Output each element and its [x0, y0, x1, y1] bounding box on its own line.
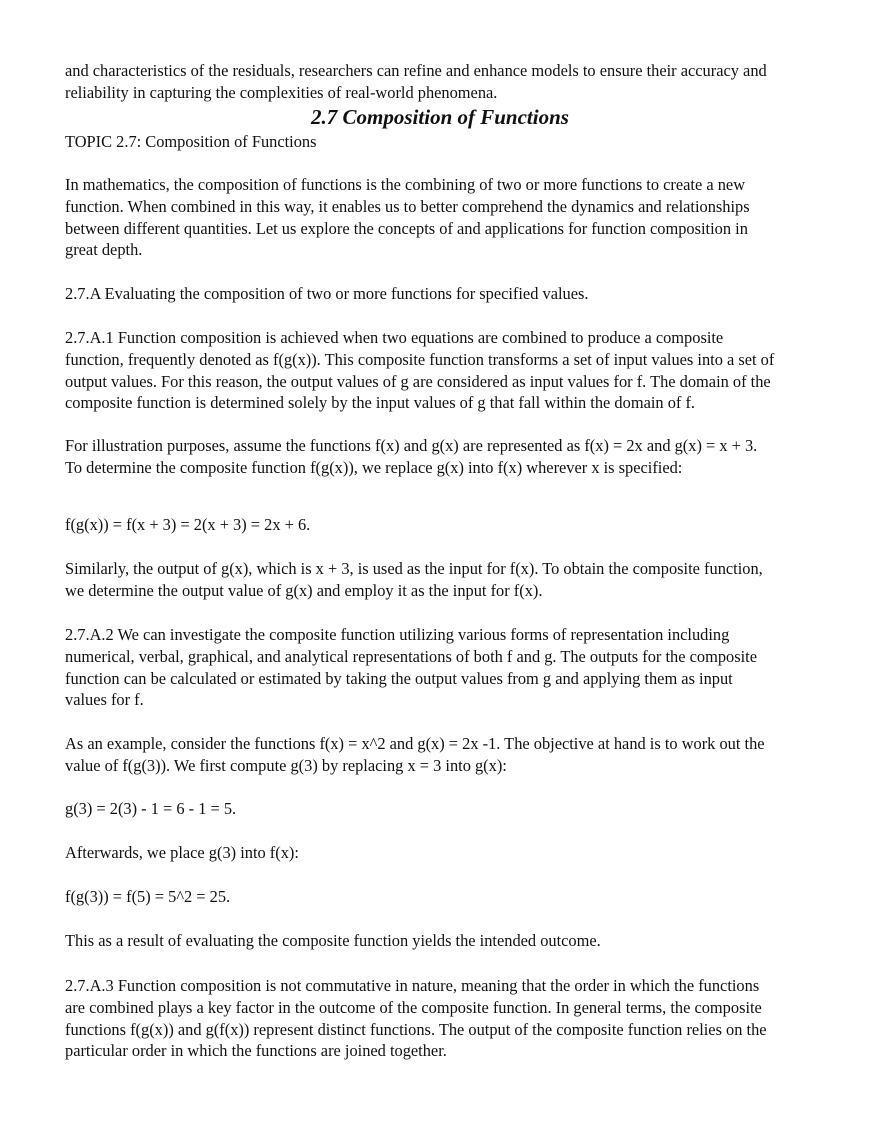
text-line: 2.7.A Evaluating the composition of two or more functions for specified values.	[65, 284, 589, 303]
text-line: 2.7.A.2 We can investigate the composite function utilizing various forms of representation including	[65, 625, 730, 644]
equation-2	[65, 798, 236, 820]
text-line: functions f(g(x)) and g(f(x)) represent distinct functions. The output of the composite function relies on the	[65, 1019, 767, 1039]
similarly-paragraph	[65, 558, 763, 602]
text-line: This as a result of evaluating the composite function yields the intended outcome.	[65, 931, 601, 950]
text-line: To determine the composite function f(g(x)), we replace g(x) into f(x) wherever x is specified:	[65, 457, 683, 477]
text-line: values for f.	[65, 690, 144, 710]
text-line: output values. For this reason, the output values of g are considered as input values for f. The domain of the	[65, 371, 771, 391]
section-heading: 2.7 Composition of Functions	[311, 105, 569, 129]
paragraph-2-7-a-1	[65, 327, 774, 414]
result-line	[65, 930, 601, 952]
text-line: Similarly, the output of g(x), which is x + 3, is used as the input for f(x). To obtain the composite function,	[65, 559, 763, 578]
text-line: function can be calculated or estimated by taking the output values from g and applying them as input	[65, 668, 733, 688]
text-line: f(g(x)) = f(x + 3) = 2(x + 3) = 2x + 6.	[65, 515, 311, 534]
text-line: between different quantities. Let us explore the concepts of and applications for function composition in	[65, 218, 748, 238]
text-line: Afterwards, we place g(3) into f(x):	[65, 843, 299, 862]
text-line: In mathematics, the composition of functions is the combining of two or more functions to create a new	[65, 175, 746, 194]
text-line: particular order in which the functions are joined together.	[65, 1041, 447, 1061]
text-line: TOPIC 2.7: Composition of Functions	[65, 132, 317, 151]
text-line: and characteristics of the residuals, researchers can refine and enhance models to ensure their accuracy and	[65, 61, 767, 80]
equation-3	[65, 886, 230, 908]
afterwards-line	[65, 842, 299, 864]
text-line: function, frequently denoted as f(g(x)). This composite function transforms a set of input values into a set of	[65, 349, 775, 369]
subsection-2-7-a	[65, 283, 588, 305]
text-line: 2.7.A.3 Function composition is not commutative in nature, meaning that the order in which the functions	[65, 976, 760, 995]
text-line: value of f(g(3)). We first compute g(3) by replacing x = 3 into g(x):	[65, 755, 507, 775]
topic-line	[65, 131, 317, 153]
paragraph-2-7-a-3	[65, 975, 767, 1062]
intro-paragraph	[65, 60, 767, 104]
text-line: function. When combined in this way, it enables us to better comprehend the dynamics and relationships	[65, 196, 750, 216]
text-line: reliability in capturing the complexities of real-world phenomena.	[65, 82, 498, 102]
text-line: great depth.	[65, 240, 143, 260]
example-1-paragraph	[65, 435, 757, 479]
text-line: f(g(3)) = f(5) = 5^2 = 25.	[65, 887, 231, 906]
intro-mathematics-paragraph	[65, 174, 750, 261]
text-line: numerical, verbal, graphical, and analytical representations of both f and g. The outputs for the composite	[65, 646, 757, 666]
paragraph-2-7-a-2	[65, 624, 757, 711]
text-line: For illustration purposes, assume the functions f(x) and g(x) are represented as f(x) = 2x and g(x) = x + 3.	[65, 436, 758, 455]
text-line: composite function is determined solely by the input values of g that fall within the domain of f.	[65, 393, 695, 413]
example-2-paragraph	[65, 733, 765, 777]
text-line: are combined plays a key factor in the outcome of the composite function. In general terms, the composite	[65, 997, 762, 1017]
text-line: 2.7.A.1 Function composition is achieved when two equations are combined to produce a composite	[65, 328, 724, 347]
text-line: g(3) = 2(3) - 1 = 6 - 1 = 5.	[65, 799, 237, 818]
text-line: As an example, consider the functions f(x) = x^2 and g(x) = 2x -1. The objective at hand is to work out the	[65, 734, 765, 753]
text-line: we determine the output value of g(x) and employ it as the input for f(x).	[65, 580, 543, 600]
equation-1	[65, 514, 310, 536]
